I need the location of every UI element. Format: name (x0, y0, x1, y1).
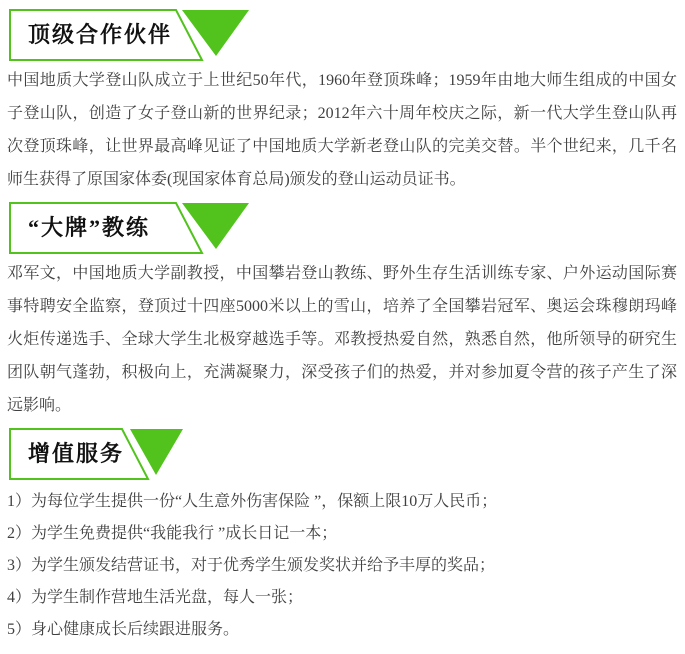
section-top-partners (7, 8, 677, 196)
section-star-coach (7, 201, 677, 422)
section-header-value-added-services (9, 427, 677, 483)
section-title: 顶级合作伙伴 (28, 22, 173, 47)
section-value-added-services (7, 427, 677, 646)
list-item: 2）为学生免费提供“我能我行 ”成长日记一本； (7, 525, 338, 542)
section-title: 增值服务 (28, 441, 125, 466)
list-item: 1）为每位学生提供一份“人生意外伤害保险 ”，保额上限10万人民币； (7, 493, 498, 510)
section-paragraph: 中国地质大学登山队成立于上世纪50年代，1960年登顶珠峰；1959年由地大师生组成的中国女子登山队，创造了女子登山新的世界纪录；2012年六十周年校庆之际，新一代大学生登山队再次登顶珠峰，让世界最高峰见证了中国地质大学新老登山队的完美交替。半个世纪来，几千名师生获得了原国家体委(现国家体育总局)颁发的登山运动员证书。 (7, 72, 677, 188)
section-header-top-partners (9, 8, 677, 64)
list-item: 3）为学生颁发结营证书，对于优秀学生颁发奖状并给予丰厚的奖品； (7, 557, 496, 574)
section-paragraph: 邓军文，中国地质大学副教授，中国攀岩登山教练、野外生存生活训练专家、户外运动国际赛事特聘安全监察，登顶过十四座5000米以上的雪山，培养了全国攀岩冠军、奥运会珠穆朗玛峰火炬传递选手、全球大学生北极穿越选手等。邓教授热爱自然，熟悉自然，他所领导的研究生团队朝气蓬勃，积极向上，充满凝聚力，深受孩子们的热爱，并对参加夏令营的孩子产生了深远影响。 (7, 265, 677, 414)
list-item: 4）为学生制作营地生活光盘，每人一张； (7, 589, 304, 606)
section-header-star-coach (9, 201, 677, 257)
section-title: “大牌”教练 (28, 215, 151, 240)
list-item: 5）身心健康成长后续跟进服务。 (7, 621, 240, 638)
service-list (7, 486, 677, 646)
